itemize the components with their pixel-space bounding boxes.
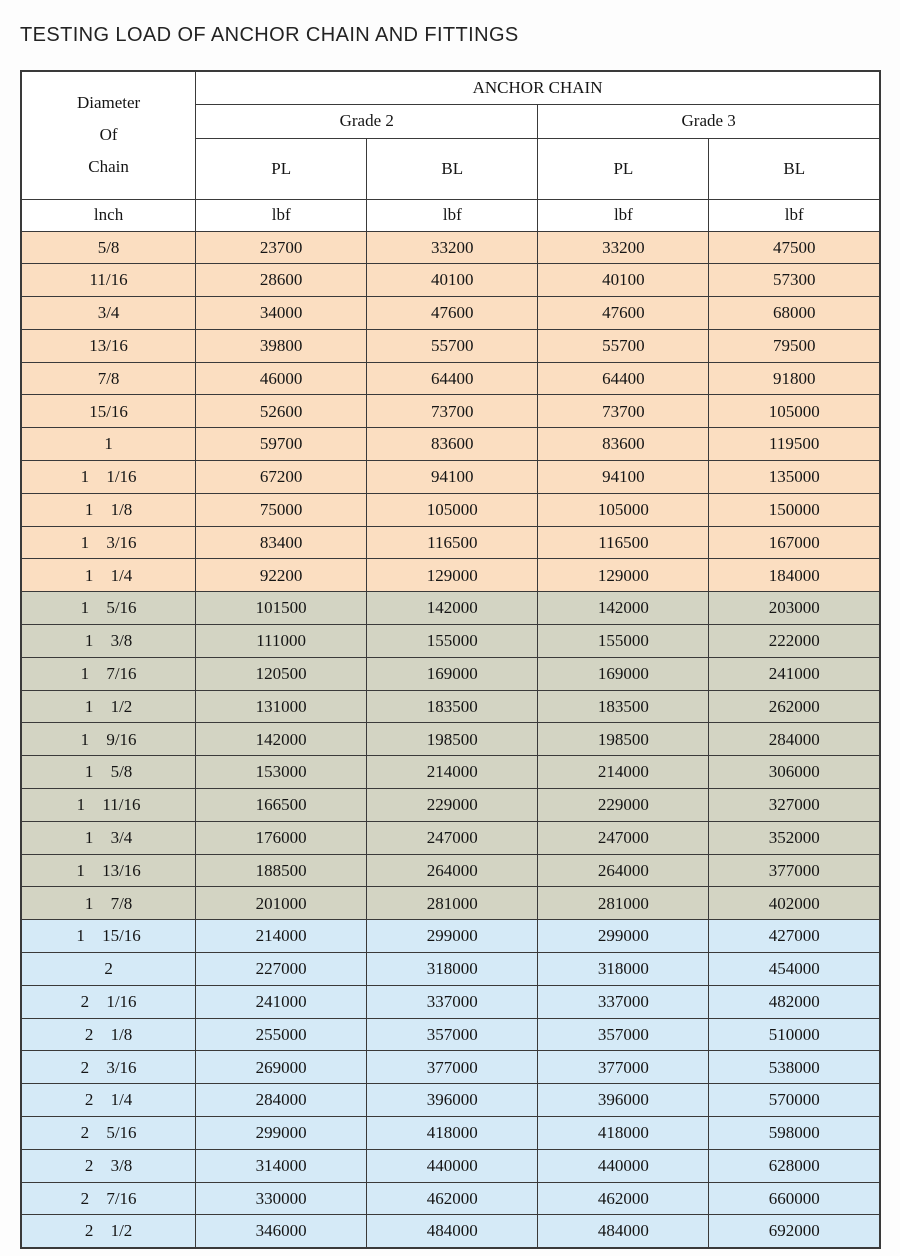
value-cell: 155000 <box>538 625 709 658</box>
table-row <box>21 1182 880 1215</box>
value-cell: 131000 <box>196 690 367 723</box>
value-cell: 538000 <box>709 1051 880 1084</box>
table-body <box>21 231 880 1248</box>
header-pl-grade2: PL <box>196 138 367 199</box>
value-cell: 222000 <box>709 625 880 658</box>
value-cell: 73700 <box>538 395 709 428</box>
value-cell: 318000 <box>367 953 538 986</box>
value-cell: 598000 <box>709 1117 880 1150</box>
value-cell: 64400 <box>538 362 709 395</box>
diameter-cell: 1 1/2 <box>21 690 196 723</box>
page-title: TESTING LOAD OF ANCHOR CHAIN AND FITTINGS <box>20 24 519 46</box>
table-row <box>21 625 880 658</box>
value-cell: 142000 <box>538 592 709 625</box>
diameter-cell: 1 5/16 <box>21 592 196 625</box>
value-cell: 184000 <box>709 559 880 592</box>
value-cell: 183500 <box>538 690 709 723</box>
value-cell: 92200 <box>196 559 367 592</box>
value-cell: 462000 <box>538 1182 709 1215</box>
value-cell: 262000 <box>709 690 880 723</box>
value-cell: 47600 <box>367 297 538 330</box>
value-cell: 101500 <box>196 592 367 625</box>
table-row <box>21 329 880 362</box>
value-cell: 94100 <box>538 461 709 494</box>
value-cell: 454000 <box>709 953 880 986</box>
table-row <box>21 985 880 1018</box>
table-row <box>21 1117 880 1150</box>
value-cell: 183500 <box>367 690 538 723</box>
table-row <box>21 362 880 395</box>
value-cell: 129000 <box>538 559 709 592</box>
value-cell: 47600 <box>538 297 709 330</box>
table-row <box>21 592 880 625</box>
table-row <box>21 395 880 428</box>
header-diameter-line3: Chain <box>88 157 129 177</box>
value-cell: 176000 <box>196 821 367 854</box>
value-cell: 116500 <box>367 526 538 559</box>
diameter-cell: 11/16 <box>21 264 196 297</box>
table-row <box>21 526 880 559</box>
value-cell: 264000 <box>538 854 709 887</box>
value-cell: 73700 <box>367 395 538 428</box>
value-cell: 94100 <box>367 461 538 494</box>
value-cell: 129000 <box>367 559 538 592</box>
table-row <box>21 231 880 264</box>
table-row <box>21 953 880 986</box>
table-row <box>21 789 880 822</box>
value-cell: 346000 <box>196 1215 367 1248</box>
diameter-cell: 5/8 <box>21 231 196 264</box>
value-cell: 52600 <box>196 395 367 428</box>
value-cell: 396000 <box>538 1084 709 1117</box>
table-row <box>21 887 880 920</box>
unit-lbf-4: lbf <box>709 199 880 231</box>
header-diameter-line2: Of <box>99 125 118 145</box>
diameter-cell: 7/8 <box>21 362 196 395</box>
value-cell: 570000 <box>709 1084 880 1117</box>
value-cell: 229000 <box>538 789 709 822</box>
value-cell: 396000 <box>367 1084 538 1117</box>
diameter-cell: 2 1/2 <box>21 1215 196 1248</box>
value-cell: 116500 <box>538 526 709 559</box>
table-row <box>21 428 880 461</box>
value-cell: 427000 <box>709 920 880 953</box>
value-cell: 377000 <box>538 1051 709 1084</box>
table-row <box>21 657 880 690</box>
diameter-cell: 1 3/8 <box>21 625 196 658</box>
header-bl-grade2: BL <box>367 138 538 199</box>
value-cell: 201000 <box>196 887 367 920</box>
value-cell: 314000 <box>196 1149 367 1182</box>
value-cell: 462000 <box>367 1182 538 1215</box>
value-cell: 188500 <box>196 854 367 887</box>
unit-lbf-3: lbf <box>538 199 709 231</box>
diameter-cell: 1 9/16 <box>21 723 196 756</box>
diameter-cell: 2 1/4 <box>21 1084 196 1117</box>
header-row-units <box>21 199 880 231</box>
diameter-cell: 2 5/16 <box>21 1117 196 1150</box>
unit-inch: lnch <box>21 199 196 231</box>
value-cell: 281000 <box>538 887 709 920</box>
diameter-cell: 1 7/8 <box>21 887 196 920</box>
value-cell: 247000 <box>367 821 538 854</box>
value-cell: 64400 <box>367 362 538 395</box>
value-cell: 281000 <box>367 887 538 920</box>
diameter-cell: 1 13/16 <box>21 854 196 887</box>
diameter-cell: 1 15/16 <box>21 920 196 953</box>
value-cell: 150000 <box>709 493 880 526</box>
value-cell: 660000 <box>709 1182 880 1215</box>
value-cell: 105000 <box>538 493 709 526</box>
value-cell: 75000 <box>196 493 367 526</box>
diameter-cell: 2 3/16 <box>21 1051 196 1084</box>
unit-lbf-1: lbf <box>196 199 367 231</box>
value-cell: 299000 <box>196 1117 367 1150</box>
value-cell: 91800 <box>709 362 880 395</box>
value-cell: 55700 <box>538 329 709 362</box>
value-cell: 33200 <box>538 231 709 264</box>
value-cell: 402000 <box>709 887 880 920</box>
value-cell: 83600 <box>367 428 538 461</box>
header-grade-3: Grade 3 <box>538 104 880 138</box>
table-row <box>21 1215 880 1248</box>
value-cell: 28600 <box>196 264 367 297</box>
value-cell: 330000 <box>196 1182 367 1215</box>
value-cell: 306000 <box>709 756 880 789</box>
value-cell: 284000 <box>709 723 880 756</box>
diameter-cell: 1 1/16 <box>21 461 196 494</box>
value-cell: 142000 <box>367 592 538 625</box>
table-row <box>21 920 880 953</box>
value-cell: 155000 <box>367 625 538 658</box>
value-cell: 47500 <box>709 231 880 264</box>
value-cell: 357000 <box>538 1018 709 1051</box>
value-cell: 440000 <box>538 1149 709 1182</box>
value-cell: 167000 <box>709 526 880 559</box>
diameter-cell: 2 7/16 <box>21 1182 196 1215</box>
value-cell: 135000 <box>709 461 880 494</box>
value-cell: 269000 <box>196 1051 367 1084</box>
value-cell: 214000 <box>196 920 367 953</box>
value-cell: 111000 <box>196 625 367 658</box>
diameter-cell: 3/4 <box>21 297 196 330</box>
value-cell: 241000 <box>709 657 880 690</box>
value-cell: 214000 <box>538 756 709 789</box>
value-cell: 284000 <box>196 1084 367 1117</box>
value-cell: 40100 <box>367 264 538 297</box>
value-cell: 214000 <box>367 756 538 789</box>
table-row <box>21 493 880 526</box>
diameter-cell: 1 3/16 <box>21 526 196 559</box>
table-row <box>21 297 880 330</box>
diameter-cell: 2 1/8 <box>21 1018 196 1051</box>
table-row <box>21 756 880 789</box>
value-cell: 83400 <box>196 526 367 559</box>
value-cell: 198500 <box>367 723 538 756</box>
value-cell: 142000 <box>196 723 367 756</box>
value-cell: 67200 <box>196 461 367 494</box>
value-cell: 692000 <box>709 1215 880 1248</box>
table-row <box>21 690 880 723</box>
header-diameter <box>21 71 196 199</box>
anchor-chain-table <box>20 70 881 1249</box>
value-cell: 39800 <box>196 329 367 362</box>
value-cell: 318000 <box>538 953 709 986</box>
diameter-cell: 1 5/8 <box>21 756 196 789</box>
diameter-cell: 15/16 <box>21 395 196 428</box>
table-row <box>21 1149 880 1182</box>
diameter-cell: 1 7/16 <box>21 657 196 690</box>
value-cell: 83600 <box>538 428 709 461</box>
value-cell: 377000 <box>367 1051 538 1084</box>
diameter-cell: 2 3/8 <box>21 1149 196 1182</box>
value-cell: 628000 <box>709 1149 880 1182</box>
value-cell: 241000 <box>196 985 367 1018</box>
table-row <box>21 461 880 494</box>
table-row <box>21 559 880 592</box>
diameter-cell: 1 1/8 <box>21 493 196 526</box>
value-cell: 79500 <box>709 329 880 362</box>
table-row <box>21 1018 880 1051</box>
diameter-cell: 1 <box>21 428 196 461</box>
diameter-cell: 1 1/4 <box>21 559 196 592</box>
table-row <box>21 723 880 756</box>
value-cell: 105000 <box>367 493 538 526</box>
value-cell: 255000 <box>196 1018 367 1051</box>
value-cell: 166500 <box>196 789 367 822</box>
value-cell: 352000 <box>709 821 880 854</box>
value-cell: 299000 <box>367 920 538 953</box>
value-cell: 46000 <box>196 362 367 395</box>
diameter-cell: 13/16 <box>21 329 196 362</box>
value-cell: 299000 <box>538 920 709 953</box>
header-row-anchor <box>21 71 880 104</box>
header-diameter-line1: Diameter <box>76 93 141 113</box>
value-cell: 68000 <box>709 297 880 330</box>
value-cell: 40100 <box>538 264 709 297</box>
value-cell: 377000 <box>709 854 880 887</box>
value-cell: 119500 <box>709 428 880 461</box>
header-pl-grade3: PL <box>538 138 709 199</box>
value-cell: 169000 <box>538 657 709 690</box>
value-cell: 264000 <box>367 854 538 887</box>
value-cell: 169000 <box>367 657 538 690</box>
value-cell: 440000 <box>367 1149 538 1182</box>
table-row <box>21 1084 880 1117</box>
value-cell: 357000 <box>367 1018 538 1051</box>
value-cell: 227000 <box>196 953 367 986</box>
value-cell: 120500 <box>196 657 367 690</box>
header-bl-grade3: BL <box>709 138 880 199</box>
value-cell: 59700 <box>196 428 367 461</box>
value-cell: 229000 <box>367 789 538 822</box>
value-cell: 327000 <box>709 789 880 822</box>
value-cell: 510000 <box>709 1018 880 1051</box>
diameter-cell: 2 <box>21 953 196 986</box>
header-anchor-chain: ANCHOR CHAIN <box>196 71 880 104</box>
value-cell: 203000 <box>709 592 880 625</box>
value-cell: 153000 <box>196 756 367 789</box>
value-cell: 105000 <box>709 395 880 428</box>
value-cell: 23700 <box>196 231 367 264</box>
table-row <box>21 821 880 854</box>
value-cell: 337000 <box>367 985 538 1018</box>
unit-lbf-2: lbf <box>367 199 538 231</box>
value-cell: 337000 <box>538 985 709 1018</box>
value-cell: 55700 <box>367 329 538 362</box>
value-cell: 33200 <box>367 231 538 264</box>
header-grade-2: Grade 2 <box>196 104 538 138</box>
table-row <box>21 1051 880 1084</box>
value-cell: 247000 <box>538 821 709 854</box>
value-cell: 57300 <box>709 264 880 297</box>
table-row <box>21 854 880 887</box>
table-row <box>21 264 880 297</box>
value-cell: 482000 <box>709 985 880 1018</box>
diameter-cell: 1 11/16 <box>21 789 196 822</box>
value-cell: 418000 <box>538 1117 709 1150</box>
value-cell: 34000 <box>196 297 367 330</box>
value-cell: 418000 <box>367 1117 538 1150</box>
value-cell: 484000 <box>367 1215 538 1248</box>
diameter-cell: 2 1/16 <box>21 985 196 1018</box>
diameter-cell: 1 3/4 <box>21 821 196 854</box>
value-cell: 198500 <box>538 723 709 756</box>
value-cell: 484000 <box>538 1215 709 1248</box>
